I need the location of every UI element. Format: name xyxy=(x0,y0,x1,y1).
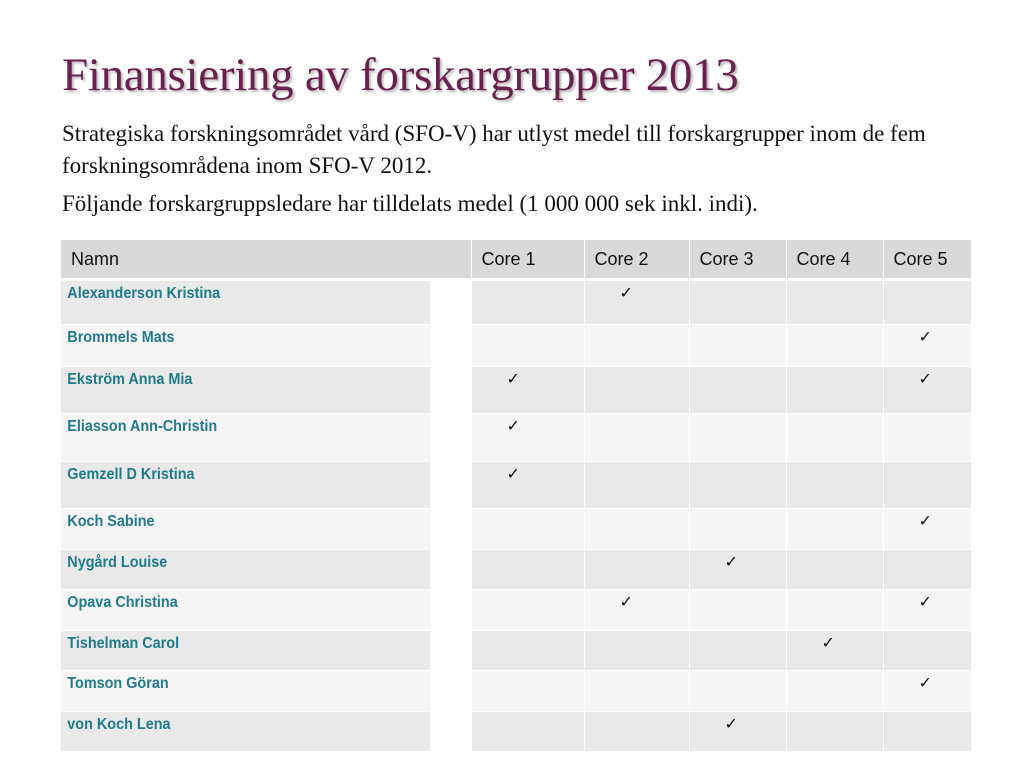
core-2-cell xyxy=(584,367,689,414)
core-1-cell xyxy=(471,367,584,414)
core-2-cell xyxy=(584,414,689,462)
table-row xyxy=(61,590,971,631)
core-1-cell xyxy=(471,671,584,712)
researcher-name: Tishelman Carol xyxy=(61,631,430,671)
core-1-cell xyxy=(471,631,584,671)
researcher-name: Brommels Mats xyxy=(61,325,430,367)
check-icon: ✓ xyxy=(821,633,835,652)
check-icon: ✓ xyxy=(918,369,932,388)
core-5-cell xyxy=(883,671,971,712)
header-core-4: Core 4 xyxy=(786,240,883,280)
intro-paragraph-2: Följande forskargruppsledare har tilldelats medel (1 000 000 sek inkl. indi). xyxy=(62,191,758,216)
core-3-cell xyxy=(689,280,786,325)
researcher-name: Nygård Louise xyxy=(61,550,430,590)
core-3-cell xyxy=(689,712,786,752)
core-4-cell xyxy=(786,325,883,367)
table-header-row xyxy=(61,240,971,280)
core-4-cell xyxy=(786,367,883,414)
check-icon: ✓ xyxy=(619,592,633,611)
core-2-cell xyxy=(584,671,689,712)
check-icon: ✓ xyxy=(724,552,738,571)
core-4-cell xyxy=(786,509,883,550)
check-icon: ✓ xyxy=(506,369,520,388)
core-4-cell xyxy=(786,631,883,671)
core-3-cell xyxy=(689,671,786,712)
core-3-cell xyxy=(689,462,786,509)
header-core-5: Core 5 xyxy=(883,240,971,280)
table-row xyxy=(61,414,971,462)
core-3-cell xyxy=(689,509,786,550)
core-2-cell xyxy=(584,325,689,367)
intro-paragraph-1: Strategiska forskningsområdet vård (SFO-V) har utlyst medel till forskargrupper inom de fem forskningsområdena inom SFO-V 2012. xyxy=(62,121,926,178)
researcher-name: Eliasson Ann-Christin xyxy=(61,414,430,462)
core-5-cell xyxy=(883,367,971,414)
core-5-cell xyxy=(883,712,971,752)
core-2-cell xyxy=(584,509,689,550)
header-core-2: Core 2 xyxy=(584,240,689,280)
table-row xyxy=(61,671,971,712)
core-5-cell xyxy=(883,631,971,671)
header-core-1: Core 1 xyxy=(471,240,584,280)
table-row xyxy=(61,550,971,590)
core-2-cell xyxy=(584,590,689,631)
check-icon: ✓ xyxy=(619,283,633,302)
core-2-cell xyxy=(584,280,689,325)
core-2-cell xyxy=(584,712,689,752)
researcher-name: Tomson Göran xyxy=(61,671,430,712)
core-4-cell xyxy=(786,590,883,631)
core-3-cell xyxy=(689,414,786,462)
core-5-cell xyxy=(883,462,971,509)
header-namn: Namn xyxy=(61,240,471,280)
core-2-cell xyxy=(584,462,689,509)
table-row xyxy=(61,325,971,367)
core-4-cell xyxy=(786,462,883,509)
core-1-cell xyxy=(471,590,584,631)
core-1-cell xyxy=(471,414,584,462)
core-3-cell xyxy=(689,367,786,414)
core-4-cell xyxy=(786,280,883,325)
core-1-cell xyxy=(471,462,584,509)
header-core-3: Core 3 xyxy=(689,240,786,280)
core-1-cell xyxy=(471,712,584,752)
table-row xyxy=(61,462,971,509)
core-4-cell xyxy=(786,712,883,752)
core-4-cell xyxy=(786,550,883,590)
researcher-name: von Koch Lena xyxy=(61,712,430,752)
core-5-cell xyxy=(883,590,971,631)
core-3-cell xyxy=(689,550,786,590)
core-3-cell xyxy=(689,325,786,367)
core-3-cell xyxy=(689,631,786,671)
researcher-name: Ekström Anna Mia xyxy=(61,367,430,414)
check-icon: ✓ xyxy=(918,592,932,611)
funding-table xyxy=(61,240,972,752)
check-icon: ✓ xyxy=(724,714,738,733)
core-1-cell xyxy=(471,550,584,590)
core-5-cell xyxy=(883,280,971,325)
researcher-name: Alexanderson Kristina xyxy=(61,280,430,325)
slide-title: Finansiering av forskargrupper 2013 xyxy=(62,49,739,101)
core-2-cell xyxy=(584,550,689,590)
core-2-cell xyxy=(584,631,689,671)
researcher-name: Koch Sabine xyxy=(61,509,430,550)
core-5-cell xyxy=(883,325,971,367)
researcher-name: Opava Christina xyxy=(61,590,430,631)
check-icon: ✓ xyxy=(918,327,932,346)
table-row xyxy=(61,280,971,325)
table-body xyxy=(61,280,971,752)
core-5-cell xyxy=(883,414,971,462)
core-4-cell xyxy=(786,671,883,712)
check-icon: ✓ xyxy=(506,464,520,483)
check-icon: ✓ xyxy=(918,511,932,530)
table-row xyxy=(61,367,971,414)
table-row xyxy=(61,712,971,752)
check-icon: ✓ xyxy=(506,416,520,435)
table-row xyxy=(61,631,971,671)
core-1-cell xyxy=(471,509,584,550)
core-1-cell xyxy=(471,325,584,367)
researcher-name: Gemzell D Kristina xyxy=(61,462,430,509)
intro-text xyxy=(62,118,992,226)
core-1-cell xyxy=(471,280,584,325)
core-4-cell xyxy=(786,414,883,462)
check-icon: ✓ xyxy=(918,673,932,692)
table-row xyxy=(61,509,971,550)
core-5-cell xyxy=(883,550,971,590)
core-3-cell xyxy=(689,590,786,631)
core-5-cell xyxy=(883,509,971,550)
